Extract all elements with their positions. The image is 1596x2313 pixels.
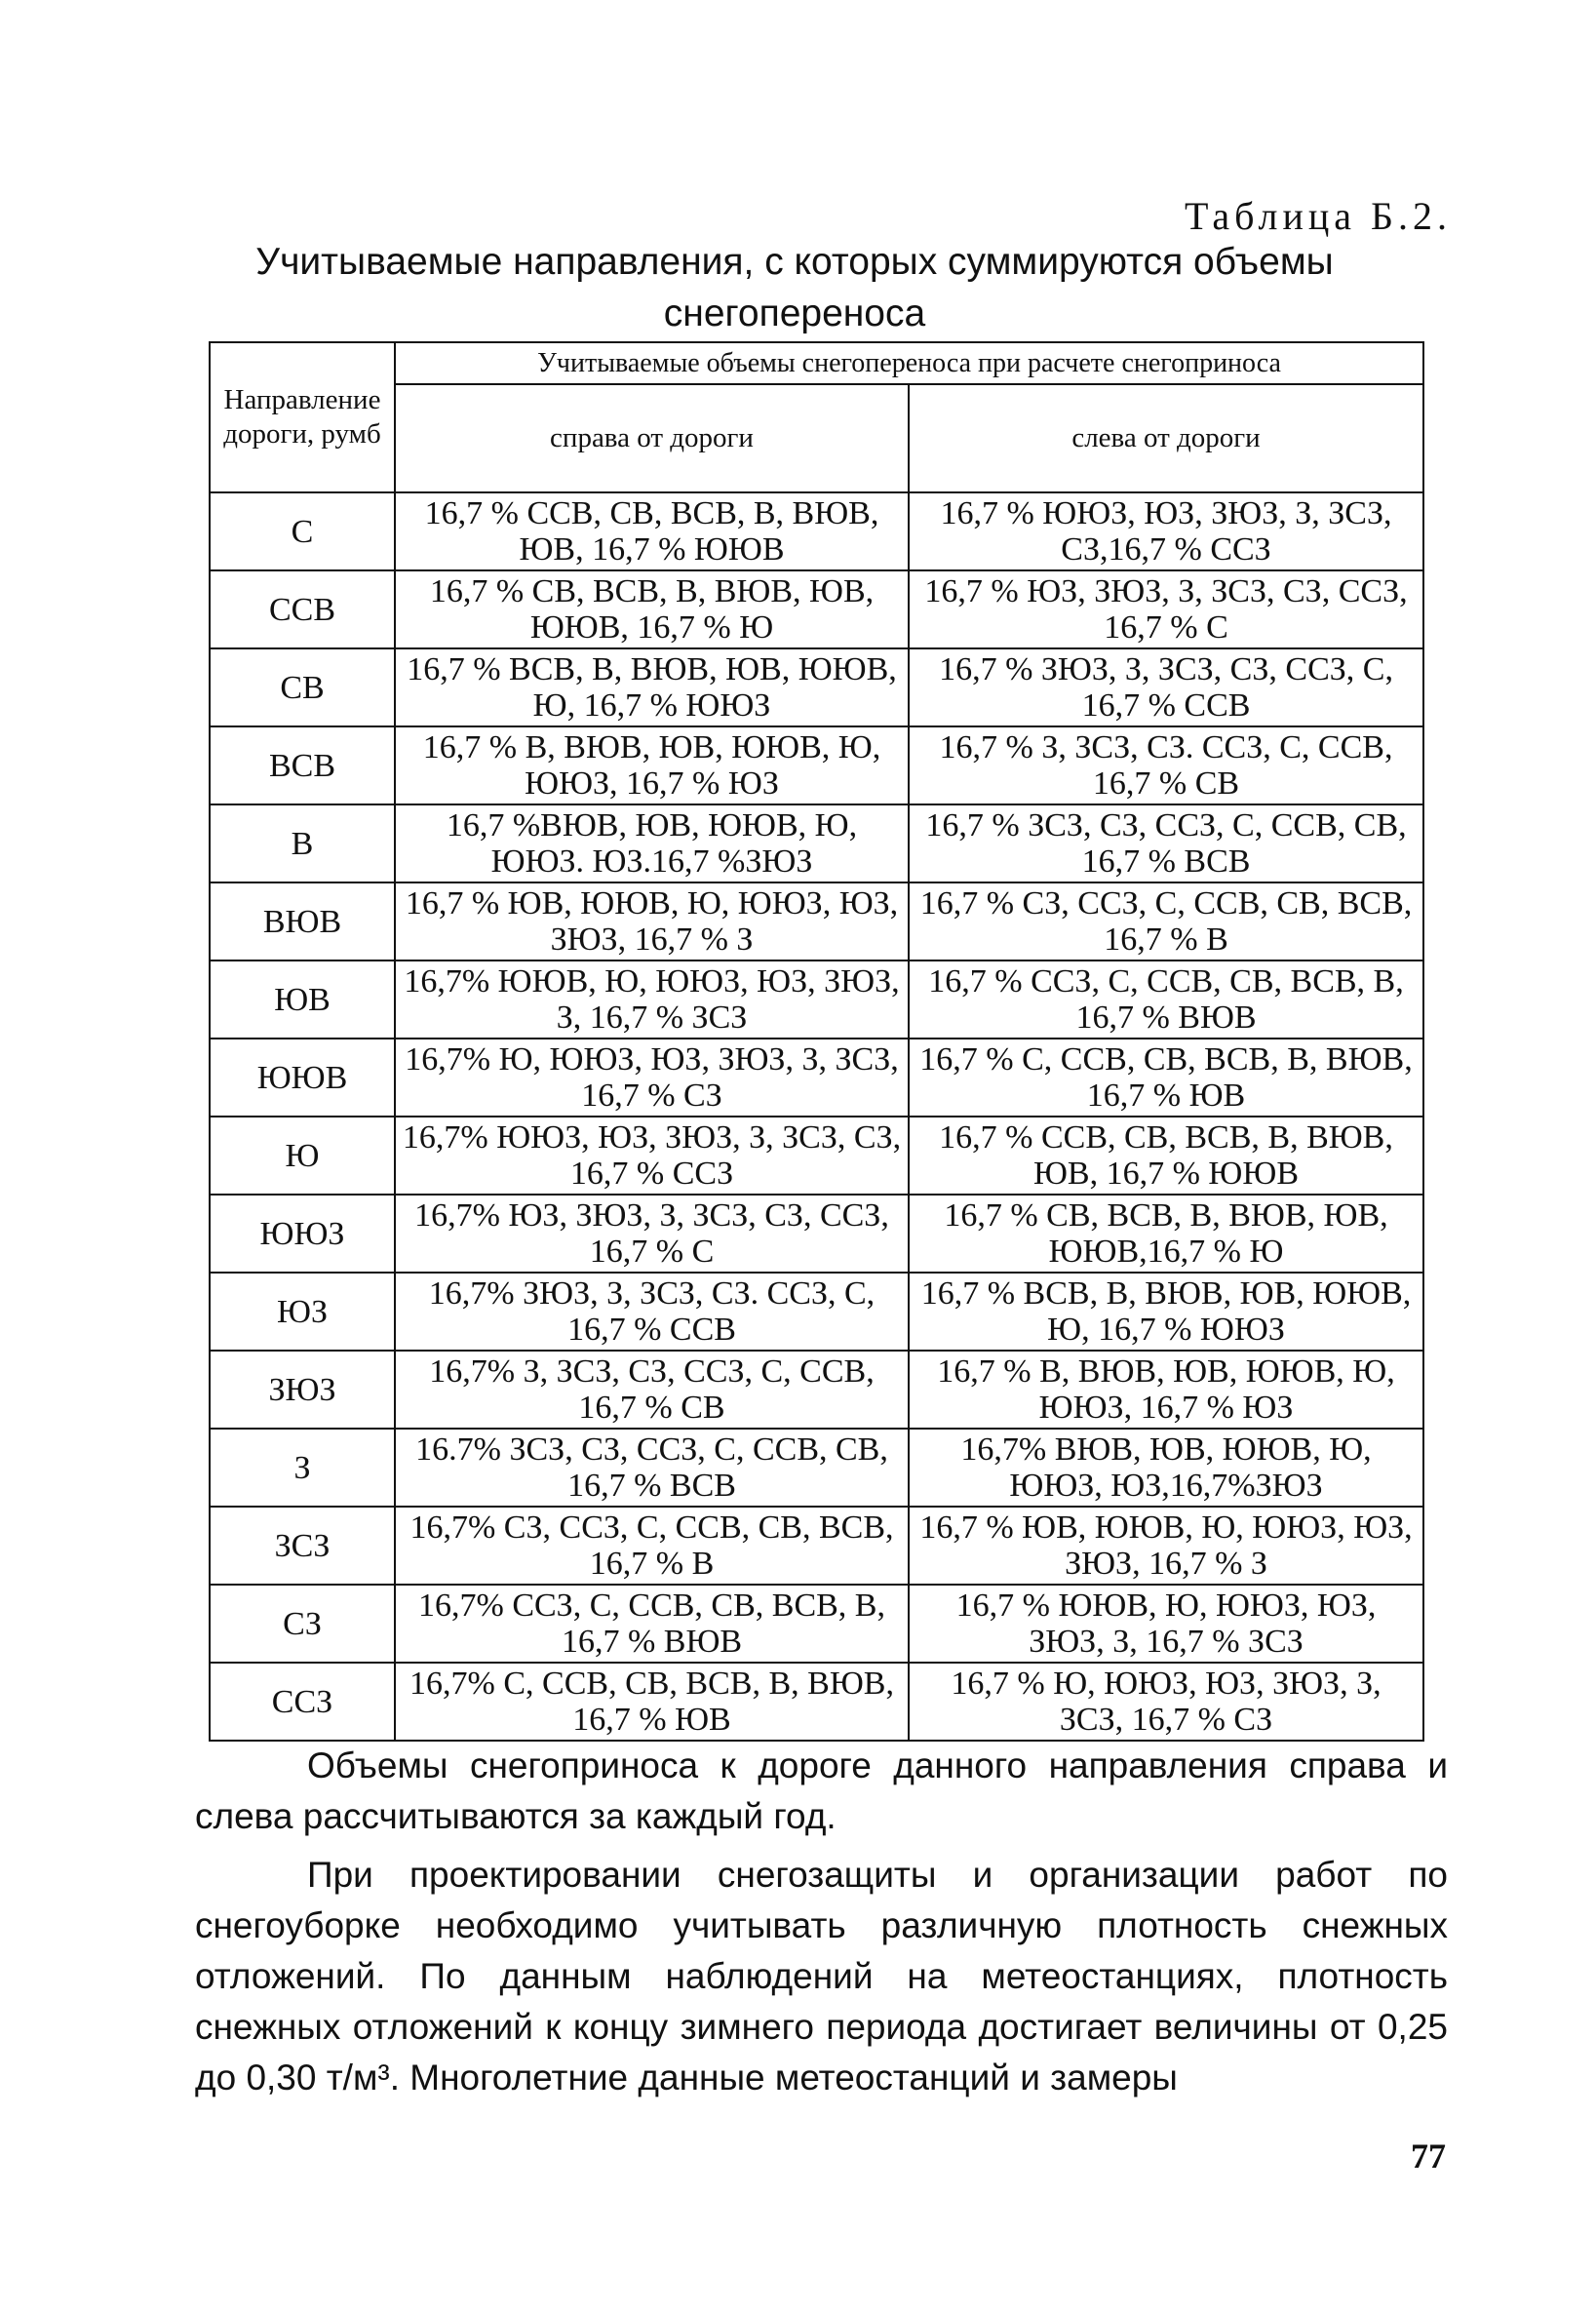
cell-direction: ВСВ [210,726,395,804]
cell-left: 16,7 % ССЗ, С, ССВ, СВ, ВСВ, В, 16,7 % ВЮВ [909,960,1423,1039]
cell-right: 16,7 %ВЮВ, ЮВ, ЮЮВ, Ю, ЮЮЗ. ЮЗ.16,7 %ЗЮЗ [395,804,909,882]
cell-right: 16,7% ССЗ, С, ССВ, СВ, ВСВ, В, 16,7 % ВЮВ [395,1585,909,1663]
table-row [210,1429,1423,1507]
cell-right: 16,7% ЮЗ, ЗЮЗ, З, ЗСЗ, СЗ, ССЗ, 16,7 % С [395,1195,909,1273]
cell-right: 16.7% ЗСЗ, СЗ, ССЗ, С, ССВ, СВ, 16,7 % ВСВ [395,1429,909,1507]
cell-left: 16,7 % З, ЗСЗ, СЗ. ССЗ, С, ССВ, 16,7 % СВ [909,726,1423,804]
table-row [210,1507,1423,1585]
cell-direction: ЮЮЗ [210,1195,395,1273]
cell-left: 16,7 % СВ, ВСВ, В, ВЮВ, ЮВ, ЮЮВ,16,7 % Ю [909,1195,1423,1273]
cell-direction: ЗСЗ [210,1507,395,1585]
cell-left: 16,7 % СЗ, ССЗ, С, ССВ, СВ, ВСВ, 16,7 % В [909,882,1423,960]
table-row [210,492,1423,570]
table-row [210,960,1423,1039]
cell-direction: ЮЮВ [210,1039,395,1117]
cell-left: 16,7% ВЮВ, ЮВ, ЮЮВ, Ю, ЮЮЗ, ЮЗ,16,7%ЗЮЗ [909,1429,1423,1507]
table-row [210,1273,1423,1351]
cell-left: 16,7 % С, ССВ, СВ, ВСВ, В, ВЮВ, 16,7 % ЮВ [909,1039,1423,1117]
cell-left: 16,7 % Ю, ЮЮЗ, ЮЗ, ЗЮЗ, З, ЗСЗ, 16,7 % СЗ [909,1663,1423,1741]
header-group: Учитываемые объемы снегопереноса при расчете снегоприноса [395,342,1423,384]
cell-right: 16,7% С, ССВ, СВ, ВСВ, В, ВЮВ, 16,7 % ЮВ [395,1663,909,1741]
table-header [210,342,1423,492]
paragraph-snow-density: При проектировании снегозащиты и организации работ по снегоуборке необходимо учитывать различную плотность снежных отложений. По данным наблюдений на метеостанциях, плотность снежных отложений к концу зимнего периода достигает величины от 0,25 до 0,30 т/м³. Многолетние данные метеостанций и замеры [195,1855,1448,2097]
table-row [210,570,1423,648]
table-row [210,1039,1423,1117]
table-row [210,726,1423,804]
paragraph-snow-volumes: Объемы снегоприноса к дороге данного направления справа и слева рассчитываются за каждый год. [195,1745,1448,1836]
cell-right: 16,7 % СВ, ВСВ, В, ВЮВ, ЮВ, ЮЮВ, 16,7 % Ю [395,570,909,648]
cell-direction: В [210,804,395,882]
cell-left: 16,7 % В, ВЮВ, ЮВ, ЮЮВ, Ю, ЮЮЗ, 16,7 % ЮЗ [909,1351,1423,1429]
table-row [210,1195,1423,1273]
cell-right: 16,7 % ЮВ, ЮЮВ, Ю, ЮЮЗ, ЮЗ, ЗЮЗ, 16,7 % З [395,882,909,960]
header-direction: Направление дороги, румб [210,342,395,492]
cell-left: 16,7 % ВСВ, В, ВЮВ, ЮВ, ЮЮВ, Ю, 16,7 % ЮЮЗ [909,1273,1423,1351]
cell-right: 16,7% З, ЗСЗ, СЗ, ССЗ, С, ССВ, 16,7 % СВ [395,1351,909,1429]
cell-right: 16,7% СЗ, ССЗ, С, ССВ, СВ, ВСВ, 16,7 % В [395,1507,909,1585]
cell-right: 16,7% Ю, ЮЮЗ, ЮЗ, ЗЮЗ, З, ЗСЗ, 16,7 % СЗ [395,1039,909,1117]
table-row [210,648,1423,726]
cell-right: 16,7 % ВСВ, В, ВЮВ, ЮВ, ЮЮВ, Ю, 16,7 % ЮЮЗ [395,648,909,726]
cell-right: 16,7 % ССВ, СВ, ВСВ, В, ВЮВ, ЮВ, 16,7 % ЮЮВ [395,492,909,570]
header-left: слева от дороги [909,384,1423,492]
cell-right: 16,7 % В, ВЮВ, ЮВ, ЮЮВ, Ю, ЮЮЗ, 16,7 % ЮЗ [395,726,909,804]
page-number: 77 [1411,2137,1446,2176]
table-label: Таблица Б.2. [1184,194,1452,238]
cell-left: 16,7 % ЮЮВ, Ю, ЮЮЗ, ЮЗ, ЗЮЗ, З, 16,7 % ЗСЗ [909,1585,1423,1663]
cell-direction: Ю [210,1117,395,1195]
cell-direction: СЗ [210,1585,395,1663]
cell-direction: ВЮВ [210,882,395,960]
table-row [210,882,1423,960]
table-row [210,1663,1423,1741]
cell-direction: С [210,492,395,570]
table-title: Учитываемые направления, с которых суммируются объемы снегопереноса [255,241,1334,334]
snow-transfer-table [209,341,1424,1742]
cell-right: 16,7% ЗЮЗ, З, ЗСЗ, СЗ. ССЗ, С, 16,7 % ССВ [395,1273,909,1351]
cell-direction: ЮВ [210,960,395,1039]
cell-direction: З [210,1429,395,1507]
table-row [210,1585,1423,1663]
cell-right: 16,7% ЮЮЗ, ЮЗ, ЗЮЗ, З, ЗСЗ, СЗ, 16,7 % ССЗ [395,1117,909,1195]
cell-direction: ССВ [210,570,395,648]
cell-left: 16,7 % ЗЮЗ, З, ЗСЗ, СЗ, ССЗ, С, 16,7 % ССВ [909,648,1423,726]
cell-direction: ССЗ [210,1663,395,1741]
table-row [210,1351,1423,1429]
header-right: справа от дороги [395,384,909,492]
cell-direction: ЗЮЗ [210,1351,395,1429]
cell-direction: СВ [210,648,395,726]
table-row [210,804,1423,882]
cell-left: 16,7 % ЗСЗ, СЗ, ССЗ, С, ССВ, СВ, 16,7 % ВСВ [909,804,1423,882]
cell-left: 16,7 % ССВ, СВ, ВСВ, В, ВЮВ, ЮВ, 16,7 % ЮЮВ [909,1117,1423,1195]
cell-left: 16,7 % ЮЮЗ, ЮЗ, ЗЮЗ, З, ЗСЗ, СЗ,16,7 % ССЗ [909,492,1423,570]
table-row [210,1117,1423,1195]
cell-direction: ЮЗ [210,1273,395,1351]
cell-left: 16,7 % ЮВ, ЮЮВ, Ю, ЮЮЗ, ЮЗ, ЗЮЗ, 16,7 % З [909,1507,1423,1585]
cell-right: 16,7% ЮЮВ, Ю, ЮЮЗ, ЮЗ, ЗЮЗ, З, 16,7 % ЗСЗ [395,960,909,1039]
table-body [210,492,1423,1741]
cell-left: 16,7 % ЮЗ, ЗЮЗ, З, ЗСЗ, СЗ, ССЗ, 16,7 % С [909,570,1423,648]
